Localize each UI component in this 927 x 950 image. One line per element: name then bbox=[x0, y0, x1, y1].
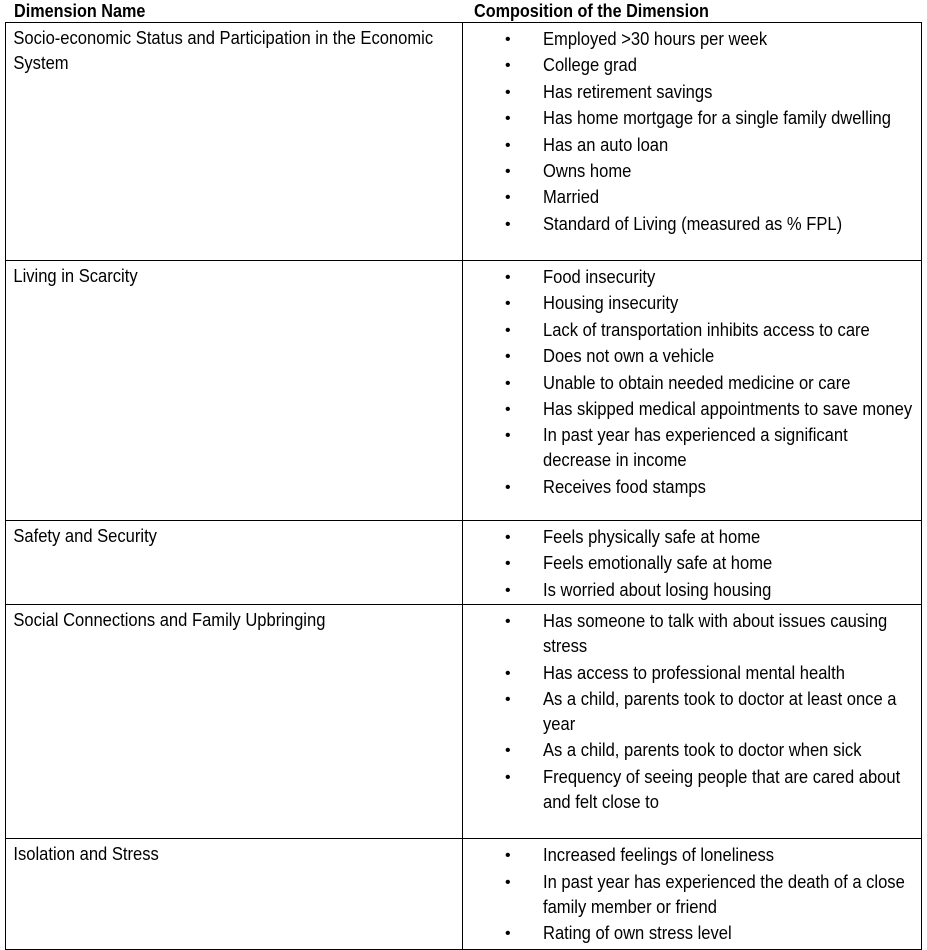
list-item-text: Has an auto loan bbox=[543, 134, 669, 155]
bullet-icon: • bbox=[505, 269, 511, 286]
list-item bbox=[463, 344, 921, 369]
list-item-text: College grad bbox=[543, 55, 637, 76]
bullet-icon: • bbox=[505, 321, 511, 339]
list-item bbox=[463, 159, 921, 184]
bullet-icon: • bbox=[505, 162, 511, 180]
table-row bbox=[6, 521, 922, 605]
bullet-icon: • bbox=[505, 427, 511, 445]
list-item-text: Standard of Living (measured as % FPL) bbox=[543, 213, 843, 234]
list-item bbox=[463, 27, 921, 52]
list-item-text: Feels emotionally safe at home bbox=[543, 553, 773, 574]
bullet-icon: • bbox=[505, 110, 511, 128]
bullet-icon: • bbox=[505, 478, 511, 496]
list-item-text: Is worried about losing housing bbox=[543, 579, 772, 600]
bullet-icon: • bbox=[505, 83, 511, 101]
list-item bbox=[463, 870, 921, 920]
list-item-text: Food insecurity bbox=[543, 267, 656, 287]
bullet-icon: • bbox=[505, 581, 511, 599]
list-item-text: Feels physically safe at home bbox=[543, 527, 761, 547]
list-item bbox=[463, 185, 921, 210]
list-item-text: Unable to obtain needed medicine or care bbox=[543, 372, 851, 393]
bullet-icon: • bbox=[505, 742, 511, 760]
bullet-icon: • bbox=[505, 57, 511, 75]
list-item-text: Receives food stamps bbox=[543, 476, 706, 497]
composition-list bbox=[463, 839, 921, 946]
list-item bbox=[463, 738, 921, 763]
list-item bbox=[463, 291, 921, 316]
list-item bbox=[463, 843, 921, 868]
list-item-text: Has someone to talk with about issues causing stress bbox=[543, 611, 888, 657]
list-item-text: Does not own a vehicle bbox=[543, 346, 715, 367]
bullet-icon: • bbox=[505, 374, 511, 392]
list-item-text: Has retirement savings bbox=[543, 81, 713, 102]
list-item bbox=[463, 80, 921, 105]
list-item-text: Lack of transportation inhibits access to care bbox=[543, 319, 870, 340]
bullet-icon: • bbox=[505, 664, 511, 682]
dimension-name: Living in Scarcity bbox=[13, 266, 138, 286]
list-item bbox=[463, 106, 921, 131]
bullet-icon: • bbox=[505, 348, 511, 366]
list-item-text: Has home mortgage for a single family dwelling bbox=[543, 108, 891, 129]
composition-cell bbox=[463, 521, 922, 605]
list-item bbox=[463, 423, 921, 473]
bullet-icon: • bbox=[505, 768, 511, 786]
list-item bbox=[463, 318, 921, 343]
composition-list bbox=[463, 605, 921, 815]
dimension-name: Social Connections and Family Upbringing bbox=[13, 610, 326, 631]
table-body bbox=[6, 23, 922, 950]
list-item bbox=[463, 551, 921, 576]
list-item bbox=[463, 397, 921, 422]
composition-list bbox=[463, 23, 921, 237]
composition-cell bbox=[463, 839, 922, 950]
list-item-text: In past year has experienced a significant decrease in income bbox=[543, 425, 848, 471]
table-row bbox=[6, 605, 922, 839]
table-header-row bbox=[0, 0, 927, 22]
bullet-icon: • bbox=[505, 924, 511, 942]
list-item bbox=[463, 133, 921, 158]
list-item bbox=[463, 265, 921, 290]
bullet-icon: • bbox=[505, 690, 511, 708]
bullet-icon: • bbox=[505, 189, 511, 207]
dimension-name-cell bbox=[6, 605, 463, 839]
composition-cell bbox=[463, 261, 922, 521]
list-item-text: Rating of own stress level bbox=[543, 922, 732, 943]
table-row bbox=[6, 261, 922, 521]
bullet-icon: • bbox=[505, 613, 511, 631]
list-item-text: Frequency of seeing people that are cared about and felt close to bbox=[543, 766, 901, 812]
list-item-text: Employed >30 hours per week bbox=[543, 29, 768, 49]
bullet-icon: • bbox=[505, 215, 511, 233]
list-item-text: As a child, parents took to doctor at least once a year bbox=[543, 688, 897, 734]
list-item-text: As a child, parents took to doctor when sick bbox=[543, 740, 862, 761]
dimension-name: Socio-economic Status and Participation in the Economic System bbox=[13, 28, 434, 73]
bullet-icon: • bbox=[505, 529, 511, 546]
dimensions-table bbox=[5, 22, 922, 950]
list-item bbox=[463, 212, 921, 237]
bullet-icon: • bbox=[505, 136, 511, 154]
dimension-name-cell bbox=[6, 23, 463, 261]
header-dimension-name: Dimension Name bbox=[14, 1, 146, 21]
dimension-name-cell bbox=[6, 261, 463, 521]
bullet-icon: • bbox=[505, 295, 511, 313]
dimension-name: Safety and Security bbox=[13, 526, 157, 546]
bullet-icon: • bbox=[505, 400, 511, 418]
bullet-icon: • bbox=[505, 31, 511, 48]
list-item-text: Married bbox=[543, 187, 600, 208]
list-item-text: Has skipped medical appointments to save money bbox=[543, 398, 913, 419]
composition-cell bbox=[463, 23, 922, 261]
table-row bbox=[6, 23, 922, 261]
dimension-name-cell bbox=[6, 521, 463, 605]
list-item bbox=[463, 525, 921, 550]
bullet-icon: • bbox=[505, 873, 511, 891]
composition-list bbox=[463, 261, 921, 500]
list-item-text: Housing insecurity bbox=[543, 293, 679, 314]
list-item bbox=[463, 921, 921, 946]
list-item-text: Owns home bbox=[543, 160, 632, 181]
bullet-icon: • bbox=[505, 847, 511, 865]
composition-cell bbox=[463, 605, 922, 839]
list-item bbox=[463, 371, 921, 396]
dimension-name: Isolation and Stress bbox=[13, 844, 159, 865]
list-item bbox=[463, 687, 921, 737]
list-item bbox=[463, 53, 921, 78]
list-item bbox=[463, 765, 921, 815]
list-item-text: In past year has experienced the death of a close family member or friend bbox=[543, 871, 905, 917]
header-composition: Composition of the Dimension bbox=[474, 1, 709, 21]
list-item bbox=[463, 475, 921, 500]
list-item bbox=[463, 661, 921, 686]
list-item bbox=[463, 609, 921, 659]
composition-list bbox=[463, 521, 921, 603]
dimension-name-cell bbox=[6, 839, 463, 950]
list-item-text: Increased feelings of loneliness bbox=[543, 845, 775, 866]
bullet-icon: • bbox=[505, 555, 511, 573]
table-row bbox=[6, 839, 922, 950]
list-item bbox=[463, 578, 921, 603]
list-item-text: Has access to professional mental health bbox=[543, 662, 845, 683]
